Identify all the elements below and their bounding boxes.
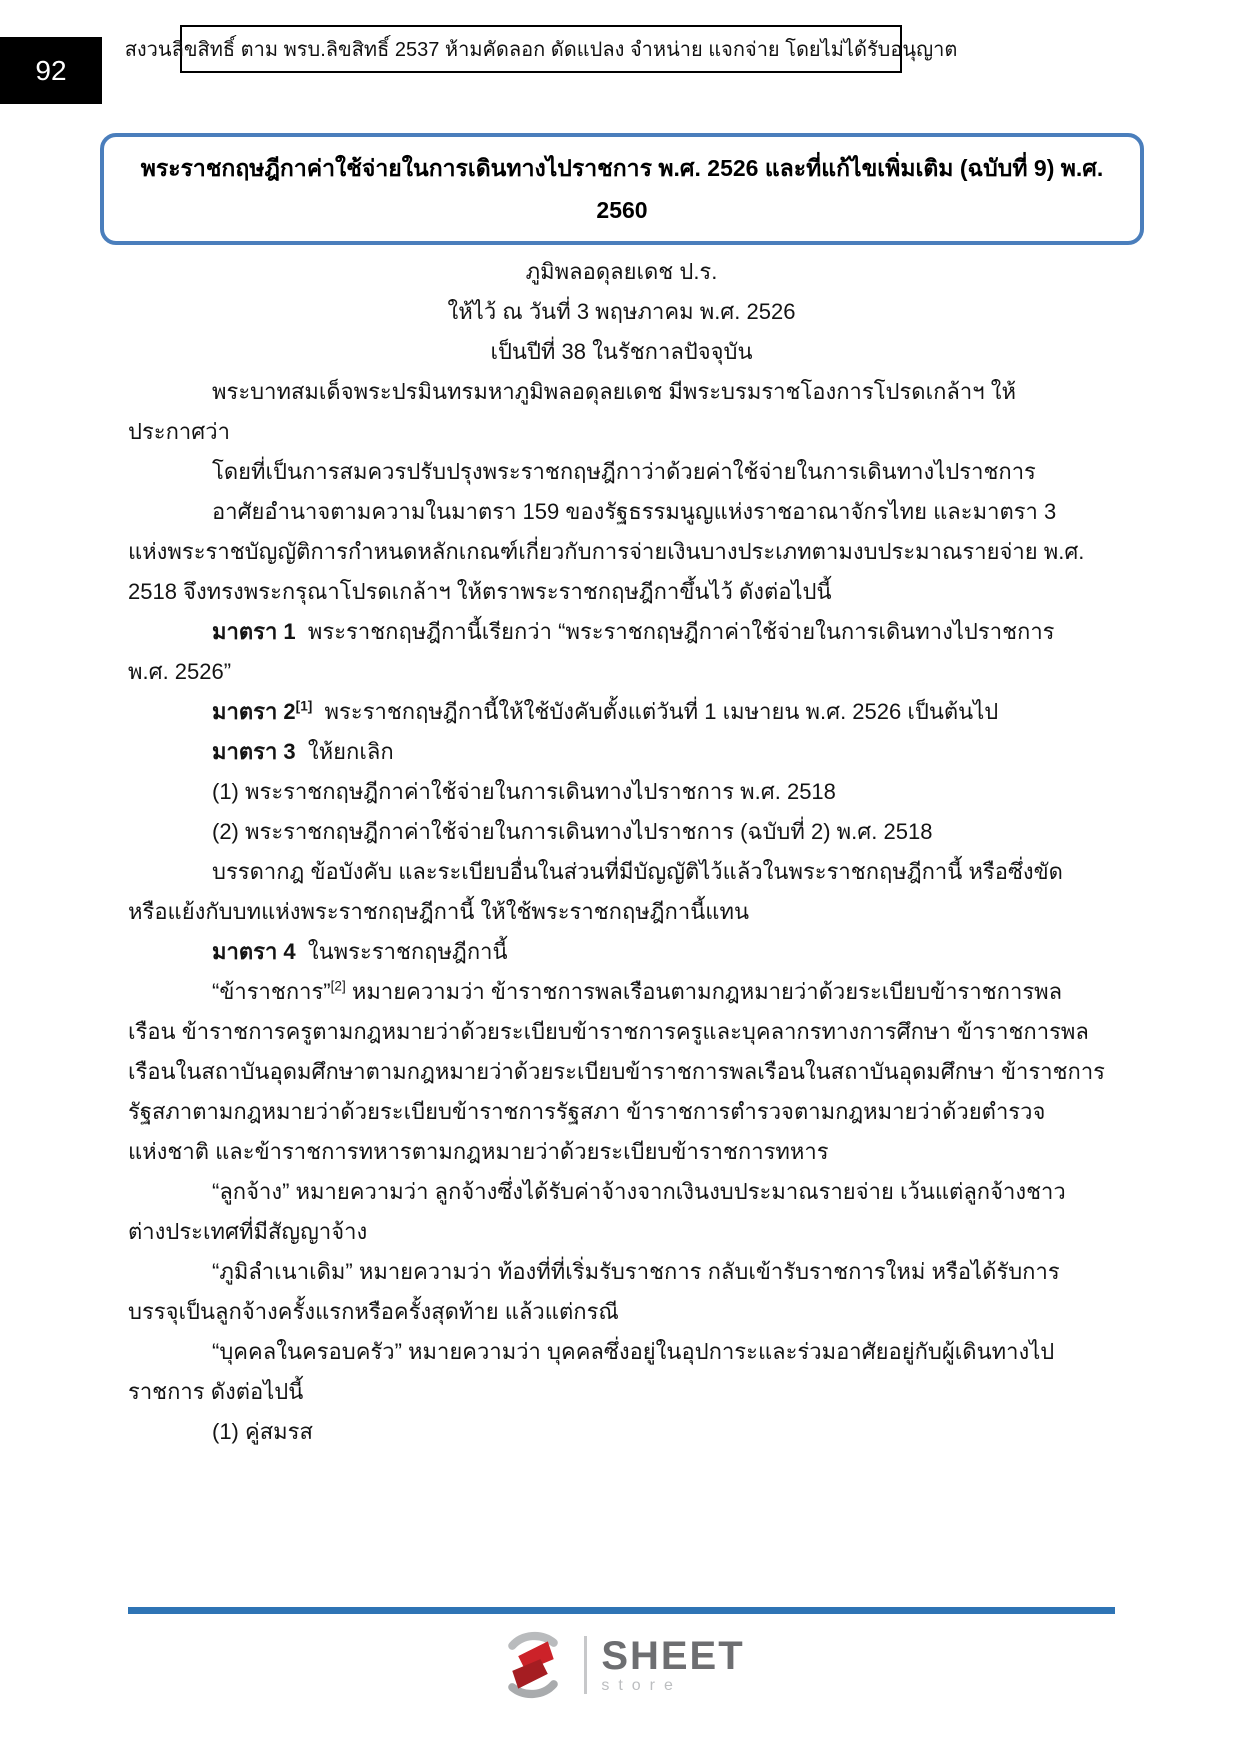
text-segment: พระราชกฤษฎีกานี้ให้ใช้บังคับตั้งแต่วันที่ 1 เมษายน พ.ศ. 2526 เป็นต้นไป [312,699,999,724]
text-segment: เป็นปีที่ 38 ในรัชกาลปัจจุบัน [490,339,753,364]
footnote-reference: [1] [295,698,313,714]
text-segment: “ภูมิลำเนาเดิม” หมายความว่า ท้องที่ที่เริ่มรับราชการ กลับเข้ารับราชการใหม่ หรือได้รับการ [212,1259,1060,1284]
text-line [128,732,1115,772]
text-segment: บรรจุเป็นลูกจ้างครั้งแรกหรือครั้งสุดท้าย แล้วแต่กรณี [128,1299,619,1324]
text-line [128,1132,1115,1172]
text-segment: โดยที่เป็นการสมควรปรับปรุงพระราชกฤษฎีกาว่าด้วยค่าใช้จ่ายในการเดินทางไปราชการ [212,459,1036,484]
text-line [128,1092,1115,1132]
text-segment: “บุคคลในครอบครัว” หมายความว่า บุคคลซึ่งอยู่ในอุปการะและร่วมอาศัยอยู่กับผู้เดินทางไป [212,1339,1055,1364]
text-line [128,1172,1115,1212]
text-line [128,452,1115,492]
text-segment: (1) คู่สมรส [212,1419,313,1444]
text-segment: “ข้าราชการ” [212,979,331,1004]
footnote-reference: [2] [330,978,346,994]
text-line [128,1052,1115,1092]
text-segment: มาตรา 4 [212,939,296,964]
text-segment: แห่งชาติ และข้าราชการทหารตามกฎหมายว่าด้วยระเบียบข้าราชการทหาร [128,1139,829,1164]
text-line [128,572,1115,612]
text-line [128,332,1115,372]
text-segment: ประกาศว่า [128,419,230,444]
document-body [128,252,1115,1452]
title-box [100,133,1144,245]
text-line [128,772,1115,812]
text-line [128,652,1115,692]
text-segment: อาศัยอำนาจตามความในมาตรา 159 ของรัฐธรรมนูญแห่งราชอาณาจักรไทย และมาตรา 3 [212,499,1057,524]
document-title: พระราชกฤษฎีกาค่าใช้จ่ายในการเดินทางไปราชการ พ.ศ. 2526 และที่แก้ไขเพิ่มเติม (ฉบับที่ 9) พ.ศ. 2560 [140,155,1104,223]
text-segment: ราชการ ดังต่อไปนี้ [128,1379,304,1404]
text-line [128,852,1115,892]
text-segment: แห่งพระราชบัญญัติการกำหนดหลักเกณฑ์เกี่ยวกับการจ่ายเงินบางประเภทตามงบประมาณรายจ่าย พ.ศ. [128,539,1085,564]
text-line [128,892,1115,932]
text-segment: พ.ศ. 2526” [128,659,232,684]
text-segment: ภูมิพลอดุลยเดช ป.ร. [525,259,718,284]
logo-separator [584,1636,587,1694]
text-segment: “ลูกจ้าง” หมายความว่า ลูกจ้างซึ่งได้รับค่าจ้างจากเงินงบประมาณรายจ่าย เว้นแต่ลูกจ้างชาว [212,1179,1066,1204]
text-line [128,532,1115,572]
text-segment: หมายความว่า ข้าราชการพลเรือนตามกฎหมายว่าด้วยระเบียบข้าราชการพล [345,979,1063,1004]
text-segment: ในพระราชกฤษฎีกานี้ [295,939,508,964]
text-segment: ต่างประเทศที่มีสัญญาจ้าง [128,1219,368,1244]
logo-sub-text: store [601,1677,682,1694]
page-number-box [0,37,102,104]
text-segment: มาตรา 1 [212,619,296,644]
text-line [128,1292,1115,1332]
text-segment: (2) พระราชกฤษฎีกาค่าใช้จ่ายในการเดินทางไปราชการ (ฉบับที่ 2) พ.ศ. 2518 [212,819,933,844]
text-segment: มาตรา 3 [212,739,296,764]
text-line [128,932,1115,972]
text-segment: (1) พระราชกฤษฎีกาค่าใช้จ่ายในการเดินทางไปราชการ พ.ศ. 2518 [212,779,836,804]
text-segment: หรือแย้งกับบทแห่งพระราชกฤษฎีกานี้ ให้ใช้พระราชกฤษฎีกานี้แทน [128,899,749,924]
text-line [128,1372,1115,1412]
footer-divider [128,1607,1115,1614]
logo-brand-text: SHEET [601,1634,745,1678]
text-segment: มาตรา 2 [212,699,296,724]
text-segment: ให้ยกเลิก [295,739,394,764]
text-line [128,1252,1115,1292]
text-segment: รัฐสภาตามกฎหมายว่าด้วยระเบียบข้าราชการรัฐสภา ข้าราชการตำรวจตามกฎหมายว่าด้วยตำรวจ [128,1099,1046,1124]
text-line [128,612,1115,652]
text-line [128,972,1115,1012]
text-line [128,372,1115,412]
text-line [128,492,1115,532]
text-segment: บรรดากฎ ข้อบังคับ และระเบียบอื่นในส่วนที่มีบัญญัติไว้แล้วในพระราชกฤษฎีกานี้ หรือซึ่งขัด [212,859,1063,884]
text-line [128,692,1115,732]
text-segment: ให้ไว้ ณ วันที่ 3 พฤษภาคม พ.ศ. 2526 [447,299,796,324]
text-segment: เรือน ข้าราชการครูตามกฎหมายว่าด้วยระเบียบข้าราชการครูและบุคลากรทางการศึกษา ข้าราชการพล [128,1019,1089,1044]
text-segment: 2518 จึงทรงพระกรุณาโปรดเกล้าฯ ให้ตราพระราชกฤษฎีกาขึ้นไว้ ดังต่อไปนี้ [128,579,832,604]
text-segment: เรือนในสถาบันอุดมศึกษาตามกฎหมายว่าด้วยระเบียบข้าราชการพลเรือนในสถาบันอุดมศึกษา ข้าราชการ [128,1059,1105,1084]
text-line [128,412,1115,452]
text-segment: พระบาทสมเด็จพระปรมินทรมหาภูมิพลอดุลยเดช มีพระบรมราชโองการโปรดเกล้าฯ ให้ [212,379,1016,404]
text-line [128,252,1115,292]
text-segment: พระราชกฤษฎีกานี้เรียกว่า “พระราชกฤษฎีกาค่าใช้จ่ายในการเดินทางไปราชการ [295,619,1055,644]
text-line [128,1332,1115,1372]
text-line [128,1212,1115,1252]
copyright-notice: สงวนลิขสิทธิ์ ตาม พรบ.ลิขสิทธิ์ 2537 ห้ามคัดลอก ดัดแปลง จำหน่าย แจกจ่าย โดยไม่ได้รับอนุญาต [124,39,958,61]
sheet-store-logo [0,1628,1241,1702]
page-number: 92 [35,54,67,86]
text-line [128,812,1115,852]
logo-s-icon [496,1628,570,1702]
text-line [128,292,1115,332]
logo-wordmark [601,1635,744,1695]
text-line [128,1012,1115,1052]
copyright-box [124,25,958,73]
text-line [128,1412,1115,1452]
